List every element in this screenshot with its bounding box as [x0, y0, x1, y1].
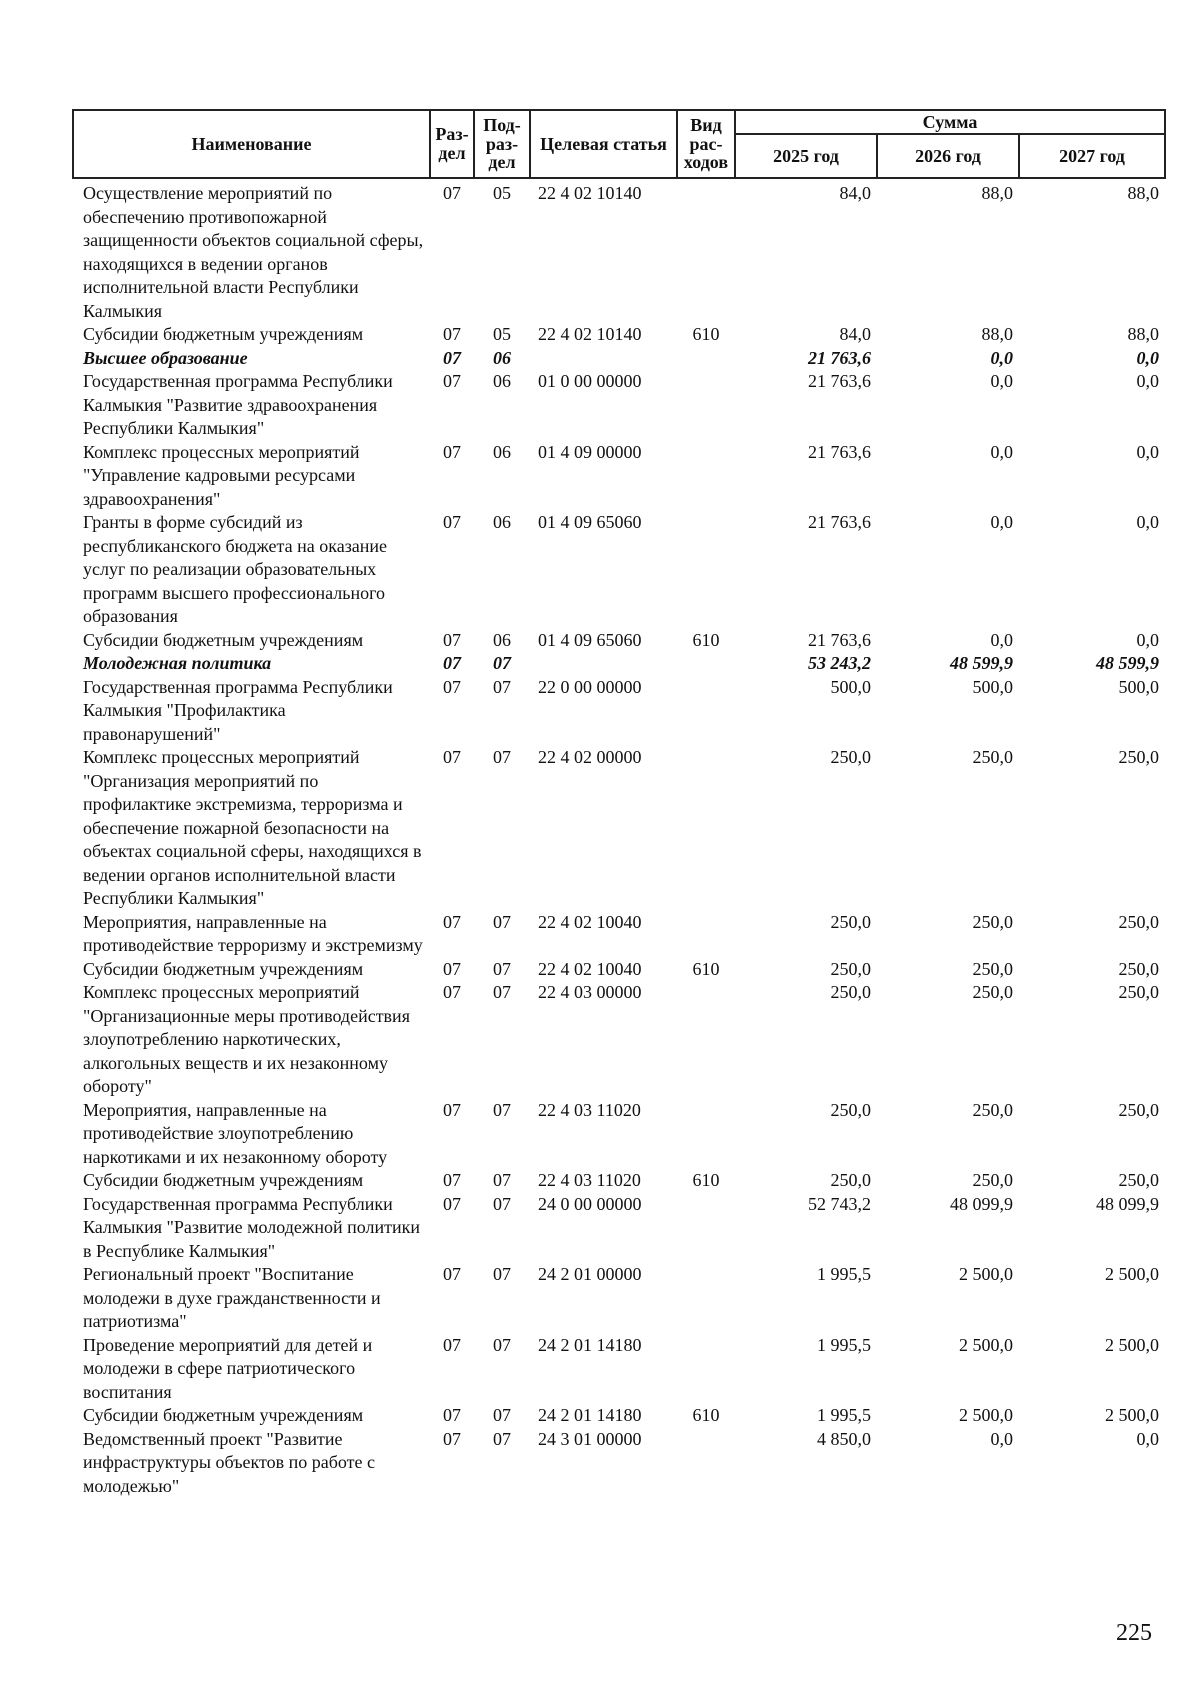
cell-2027: 250,0: [1118, 1170, 1160, 1190]
cell-2025: 250,0: [830, 982, 871, 1002]
cell-2027: 2 500,0: [1105, 1405, 1160, 1425]
cell-2027: 250,0: [1118, 911, 1160, 932]
cell-razdel: 07: [443, 1405, 461, 1425]
cell-2027: 88,0: [1127, 183, 1160, 203]
header-year-2025: 2025 год: [735, 134, 877, 178]
header-celevaya: Целевая статья: [530, 110, 677, 178]
cell-2026: 250,0: [972, 958, 1013, 979]
cell-2026: 88,0: [981, 324, 1013, 344]
cell-2025: 84,0: [839, 183, 871, 203]
cell-razdel: 07: [443, 1170, 461, 1190]
table-row: [73, 1334, 1165, 1405]
cell-celevaya: 22 4 02 10040: [538, 911, 642, 932]
cell-vid: 610: [692, 324, 720, 344]
cell-celevaya: 01 4 09 65060: [538, 629, 642, 650]
cell-podrazdel: 06: [493, 512, 511, 532]
table-body: [73, 178, 1165, 1498]
cell-celevaya: 01 0 00 00000: [538, 371, 642, 391]
cell-2025: 21 763,6: [808, 629, 871, 650]
cell-razdel: 07: [443, 653, 461, 673]
cell-name: Гранты в форме субсидий из республиканского бюджета на оказание услуг по реализации образовательных программ высшего профессионального образования: [83, 512, 388, 626]
cell-name: Субсидии бюджетным учреждениям: [83, 1170, 364, 1190]
cell-name: Субсидии бюджетным учреждениям: [83, 1405, 364, 1425]
cell-2026: 88,0: [981, 183, 1013, 203]
cell-celevaya: 22 0 00 00000: [538, 676, 642, 697]
table-row: [73, 1404, 1165, 1428]
table-row: [73, 441, 1165, 512]
cell-2026: 250,0: [972, 911, 1013, 932]
table-row: [73, 1169, 1165, 1193]
cell-razdel: 07: [443, 747, 461, 767]
header-vid: Вид рас-ходов: [677, 110, 735, 178]
cell-razdel: 07: [443, 958, 461, 979]
cell-razdel: 07: [443, 629, 461, 650]
cell-name: Субсидии бюджетным учреждениям: [83, 324, 364, 344]
cell-razdel: 07: [443, 371, 461, 391]
cell-vid: [677, 981, 735, 1099]
cell-podrazdel: 07: [493, 676, 511, 697]
cell-2025: 500,0: [830, 676, 871, 697]
cell-celevaya: 24 2 01 00000: [538, 1264, 642, 1284]
table-row: [73, 511, 1165, 629]
cell-2025: 250,0: [830, 911, 871, 932]
cell-2025: 21 763,6: [808, 512, 871, 532]
cell-vid: 610: [692, 629, 720, 650]
cell-2025: 21 763,6: [808, 441, 871, 462]
cell-celevaya: 01 4 09 65060: [538, 512, 642, 532]
cell-2026: 0,0: [990, 371, 1013, 391]
table-row: [73, 676, 1165, 747]
table-row: [73, 746, 1165, 911]
cell-podrazdel: 06: [493, 441, 511, 462]
cell-name: Государственная программа Республики Калмыкия "Развитие молодежной политики в Республике Калмыкия": [83, 1193, 420, 1261]
table-row: [73, 1099, 1165, 1170]
cell-razdel: 07: [443, 982, 461, 1002]
table-row: [73, 323, 1165, 347]
cell-vid: [677, 1193, 735, 1264]
cell-name: Проведение мероприятий для детей и молодежи в сфере патриотического воспитания: [83, 1334, 373, 1402]
cell-razdel: 07: [443, 512, 461, 532]
section-row: [73, 652, 1165, 676]
cell-podrazdel: 07: [493, 1334, 511, 1355]
cell-2025: 84,0: [839, 324, 871, 344]
cell-2027: 0,0: [1136, 371, 1160, 391]
cell-2027: 250,0: [1118, 1099, 1160, 1120]
cell-podrazdel: 07: [493, 653, 511, 673]
cell-name: Осуществление мероприятий по обеспечению противопожарной защищенности объектов социальной сферы, находящихся в ведении органов исполнительной власти Республики Калмыкия: [83, 183, 424, 321]
cell-2026: 0,0: [990, 629, 1013, 650]
cell-2025: 52 743,2: [808, 1193, 871, 1214]
cell-vid: [677, 178, 735, 323]
cell-vid: [677, 1428, 735, 1499]
cell-2025: 1 995,5: [817, 1405, 871, 1425]
table-header: [73, 110, 1165, 178]
cell-vid: [677, 1263, 735, 1334]
cell-razdel: 07: [443, 1099, 461, 1120]
cell-name: Мероприятия, направленные на противодействие злоупотреблению наркотиками и их незаконному обороту: [83, 1099, 388, 1167]
cell-podrazdel: 07: [493, 1170, 511, 1190]
cell-podrazdel: 06: [493, 347, 511, 368]
cell-celevaya: 22 4 03 00000: [538, 982, 642, 1002]
cell-celevaya: 01 4 09 00000: [538, 441, 642, 462]
cell-vid: 610: [692, 958, 720, 979]
cell-vid: [677, 746, 735, 911]
cell-celevaya: 22 4 02 00000: [538, 747, 642, 767]
cell-podrazdel: 07: [493, 747, 511, 767]
cell-2025: 53 243,2: [808, 653, 871, 673]
cell-celevaya: 24 2 01 14180: [538, 1405, 642, 1425]
cell-name: Комплекс процессных мероприятий "Организационные меры противодействия злоупотреблению наркотических, алкогольных веществ и их незаконному обороту": [83, 982, 410, 1096]
cell-celevaya: 24 2 01 14180: [538, 1334, 642, 1355]
cell-vid: [677, 1099, 735, 1170]
header-name: Наименование: [73, 110, 430, 178]
cell-podrazdel: 05: [493, 183, 511, 203]
cell-vid: [677, 1334, 735, 1405]
cell-celevaya: [530, 347, 677, 371]
cell-celevaya: 22 4 02 10140: [538, 183, 642, 203]
table-row: [73, 911, 1165, 958]
header-razdel: Раз-дел: [430, 110, 474, 178]
cell-podrazdel: 07: [493, 1193, 511, 1214]
table-row: [73, 370, 1165, 441]
cell-celevaya: 24 3 01 00000: [538, 1428, 642, 1449]
cell-2027: 0,0: [1136, 441, 1160, 462]
table-row: [73, 1428, 1165, 1499]
header-year-2027: 2027 год: [1019, 134, 1165, 178]
cell-2026: 0,0: [990, 512, 1013, 532]
cell-vid: [677, 441, 735, 512]
cell-2026: 250,0: [972, 747, 1013, 767]
table-row: [73, 1263, 1165, 1334]
cell-2027: 48 599,9: [1096, 653, 1160, 673]
cell-razdel: 07: [443, 676, 461, 697]
cell-2026: 48 599,9: [950, 653, 1013, 673]
cell-2026: 2 500,0: [959, 1405, 1013, 1425]
cell-2026: 0,0: [990, 441, 1013, 462]
cell-name: Комплекс процессных мероприятий "Управление кадровыми ресурсами здравоохранения": [83, 441, 360, 509]
cell-2025: 21 763,6: [808, 347, 871, 368]
cell-2025: 250,0: [830, 747, 871, 767]
cell-celevaya: 24 0 00 00000: [538, 1193, 642, 1214]
cell-podrazdel: 07: [493, 982, 511, 1002]
cell-vid: 610: [692, 1170, 720, 1190]
cell-vid: [677, 511, 735, 629]
budget-table: [72, 109, 1166, 1498]
table-row: [73, 1193, 1165, 1264]
cell-celevaya: 22 4 03 11020: [538, 1170, 641, 1190]
cell-name: Региональный проект "Воспитание молодежи в духе гражданственности и патриотизма": [83, 1264, 381, 1331]
cell-podrazdel: 07: [493, 1428, 511, 1449]
cell-vid: [677, 911, 735, 958]
cell-celevaya: 22 4 02 10040: [538, 958, 642, 979]
cell-2026: 250,0: [972, 1170, 1013, 1190]
cell-2026: 0,0: [990, 347, 1013, 368]
cell-2027: 2 500,0: [1105, 1264, 1160, 1284]
cell-podrazdel: 07: [493, 958, 511, 979]
cell-2027: 500,0: [1118, 676, 1160, 697]
cell-2026: 0,0: [990, 1428, 1013, 1449]
header-year-2026: 2026 год: [877, 134, 1019, 178]
cell-podrazdel: 07: [493, 1405, 511, 1425]
cell-2025: 4 850,0: [817, 1428, 871, 1449]
cell-2026: 2 500,0: [959, 1264, 1013, 1284]
cell-2027: 0,0: [1136, 1428, 1160, 1449]
cell-razdel: 07: [443, 441, 461, 462]
cell-vid: [677, 652, 735, 676]
cell-2026: 500,0: [972, 676, 1013, 697]
cell-2025: 250,0: [830, 1099, 871, 1120]
cell-razdel: 07: [443, 324, 461, 344]
cell-name: Комплекс процессных мероприятий "Организация мероприятий по профилактике экстремизма, терроризма и обеспечение пожарной безопасности на объектах социальной сферы, находящихся в ведении органов исполнительной власти Республики Калмыкия": [83, 747, 422, 908]
cell-2027: 0,0: [1136, 629, 1160, 650]
cell-podrazdel: 06: [493, 629, 511, 650]
cell-celevaya: 22 4 02 10140: [538, 324, 642, 344]
cell-name: Высшее образование: [83, 347, 248, 368]
cell-podrazdel: 07: [493, 1264, 511, 1284]
cell-2025: 250,0: [830, 1170, 871, 1190]
cell-2027: 250,0: [1118, 747, 1160, 767]
cell-2025: 250,0: [830, 958, 871, 979]
cell-2026: 250,0: [972, 982, 1013, 1002]
cell-razdel: 07: [443, 911, 461, 932]
cell-vid: [677, 347, 735, 371]
cell-razdel: 07: [443, 347, 461, 368]
cell-2026: 48 099,9: [950, 1193, 1013, 1214]
cell-2027: 0,0: [1136, 347, 1160, 368]
cell-2027: 250,0: [1118, 982, 1160, 1002]
cell-razdel: 07: [443, 1428, 461, 1449]
cell-2025: 1 995,5: [817, 1334, 871, 1355]
cell-razdel: 07: [443, 183, 461, 203]
cell-vid: [677, 370, 735, 441]
cell-2027: 0,0: [1136, 512, 1160, 532]
section-row: [73, 347, 1165, 371]
cell-podrazdel: 07: [493, 911, 511, 932]
cell-2025: 21 763,6: [808, 371, 871, 391]
header-podrazdel: Под-раз-дел: [474, 110, 530, 178]
cell-2027: 88,0: [1127, 324, 1160, 344]
cell-podrazdel: 06: [493, 371, 511, 391]
cell-2026: 250,0: [972, 1099, 1013, 1120]
table-row: [73, 629, 1165, 653]
cell-2027: 48 099,9: [1096, 1193, 1160, 1214]
cell-razdel: 07: [443, 1264, 461, 1284]
cell-podrazdel: 07: [493, 1099, 511, 1120]
cell-name: Молодежная политика: [83, 653, 272, 673]
table-row: [73, 178, 1165, 323]
cell-name: Субсидии бюджетным учреждениям: [83, 958, 364, 979]
cell-2027: 250,0: [1118, 958, 1160, 979]
cell-razdel: 07: [443, 1193, 461, 1214]
cell-2027: 2 500,0: [1105, 1334, 1160, 1355]
cell-name: Ведомственный проект "Развитие инфраструктуры объектов по работе с молодежью": [83, 1428, 376, 1496]
header-summa: Сумма: [735, 110, 1165, 134]
cell-vid: [677, 676, 735, 747]
cell-celevaya: [530, 652, 677, 676]
cell-razdel: 07: [443, 1334, 461, 1355]
page-number: 225: [1116, 1620, 1152, 1646]
table-row: [73, 958, 1165, 982]
cell-2026: 2 500,0: [959, 1334, 1013, 1355]
cell-vid: 610: [692, 1405, 720, 1425]
table-row: [73, 981, 1165, 1099]
cell-name: Мероприятия, направленные на противодействие терроризму и экстремизму: [83, 911, 423, 955]
cell-podrazdel: 05: [493, 324, 511, 344]
cell-name: Государственная программа Республики Калмыкия "Развитие здравоохранения Республики Калмыкия": [83, 371, 393, 438]
cell-name: Государственная программа Республики Калмыкия "Профилактика правонарушений": [83, 676, 393, 744]
cell-celevaya: 22 4 03 11020: [538, 1099, 641, 1120]
cell-name: Субсидии бюджетным учреждениям: [83, 629, 364, 650]
cell-2025: 1 995,5: [817, 1264, 871, 1284]
